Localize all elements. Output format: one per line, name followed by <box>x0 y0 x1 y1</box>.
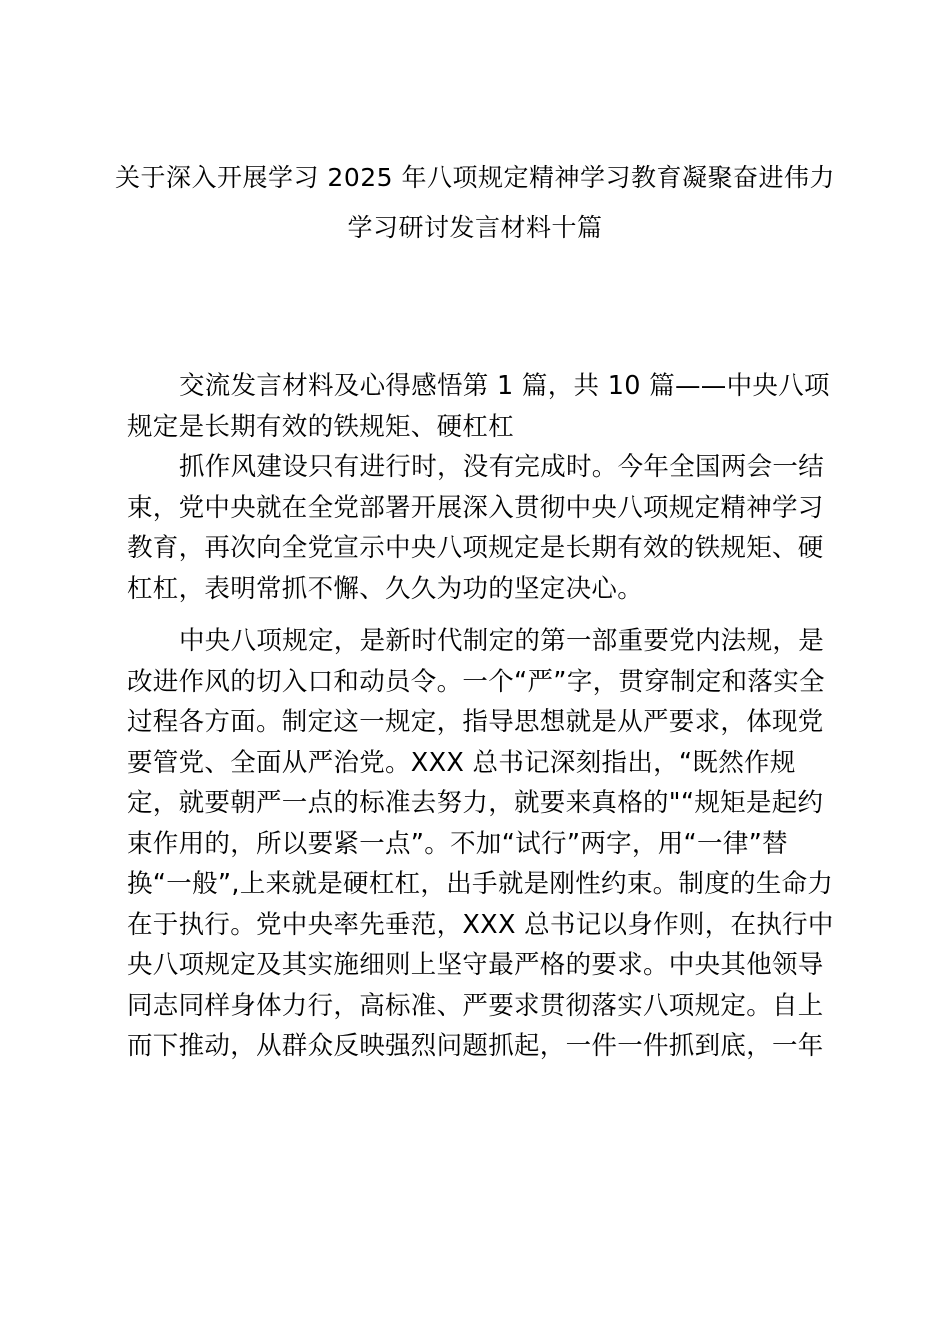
text-line: 改进作风的切入口和动员令。一个“严”字，贯穿制定和落实全 <box>127 666 825 697</box>
paragraph <box>127 621 834 1067</box>
title-line: 学习研讨发言材料十篇 <box>347 213 603 242</box>
text-line: 杠杠，表明常抓不懈、久久为功的坚定决心。 <box>127 573 644 604</box>
paragraph-heading <box>127 366 830 447</box>
text-line: 教育，再次向全党宣示中央八项规定是长期有效的铁规矩、硬 <box>127 533 824 563</box>
text-line: 而下推动，从群众反映强烈问题抓起，一件一件抓到底，一年 <box>127 1031 824 1061</box>
text-line: 交流发言材料及心得感悟第 1 篇，共 10 篇——中央八项 <box>179 371 830 401</box>
text-line: 过程各方面。制定这一规定，指导思想就是从严要求，体现党 <box>127 707 824 737</box>
text-line: 央八项规定及其实施细则上坚守最严格的要求。中央其他领导 <box>127 950 824 980</box>
text-line: 换“一般”,上来就是硬杠杠，出手就是刚性约束。制度的生命力 <box>127 869 834 899</box>
title-line: 关于深入开展学习 2025 年八项规定精神学习教育凝聚奋进伟力 <box>114 163 836 192</box>
text-line: 抓作风建设只有进行时，没有完成时。今年全国两会一结 <box>179 452 825 482</box>
text-line: 束，党中央就在全党部署开展深入贯彻中央八项规定精神学习 <box>127 492 824 523</box>
paragraph-spacer <box>127 609 827 621</box>
text-line: 束作用的，所以要紧一点”。不加“试行”两字，用“一律”替 <box>127 828 788 859</box>
text-line: 中央八项规定，是新时代制定的第一部重要党内法规，是 <box>179 626 825 656</box>
paragraph <box>127 447 827 609</box>
document-body <box>127 366 834 1067</box>
text-line: 规定是长期有效的铁规矩、硬杠杠 <box>127 411 515 442</box>
text-line: 同志同样身体力行，高标准、严要求贯彻落实八项规定。自上 <box>127 990 824 1021</box>
document-title <box>60 153 890 253</box>
text-line: 在于执行。党中央率先垂范，XXX 总书记以身作则，在执行中 <box>127 909 834 940</box>
text-line: 定，就要朝严一点的标准去努力，就要来真格的"“规矩是起约 <box>127 788 824 818</box>
text-line: 要管党、全面从严治党。XXX 总书记深刻指出，“既然作规 <box>127 747 796 778</box>
